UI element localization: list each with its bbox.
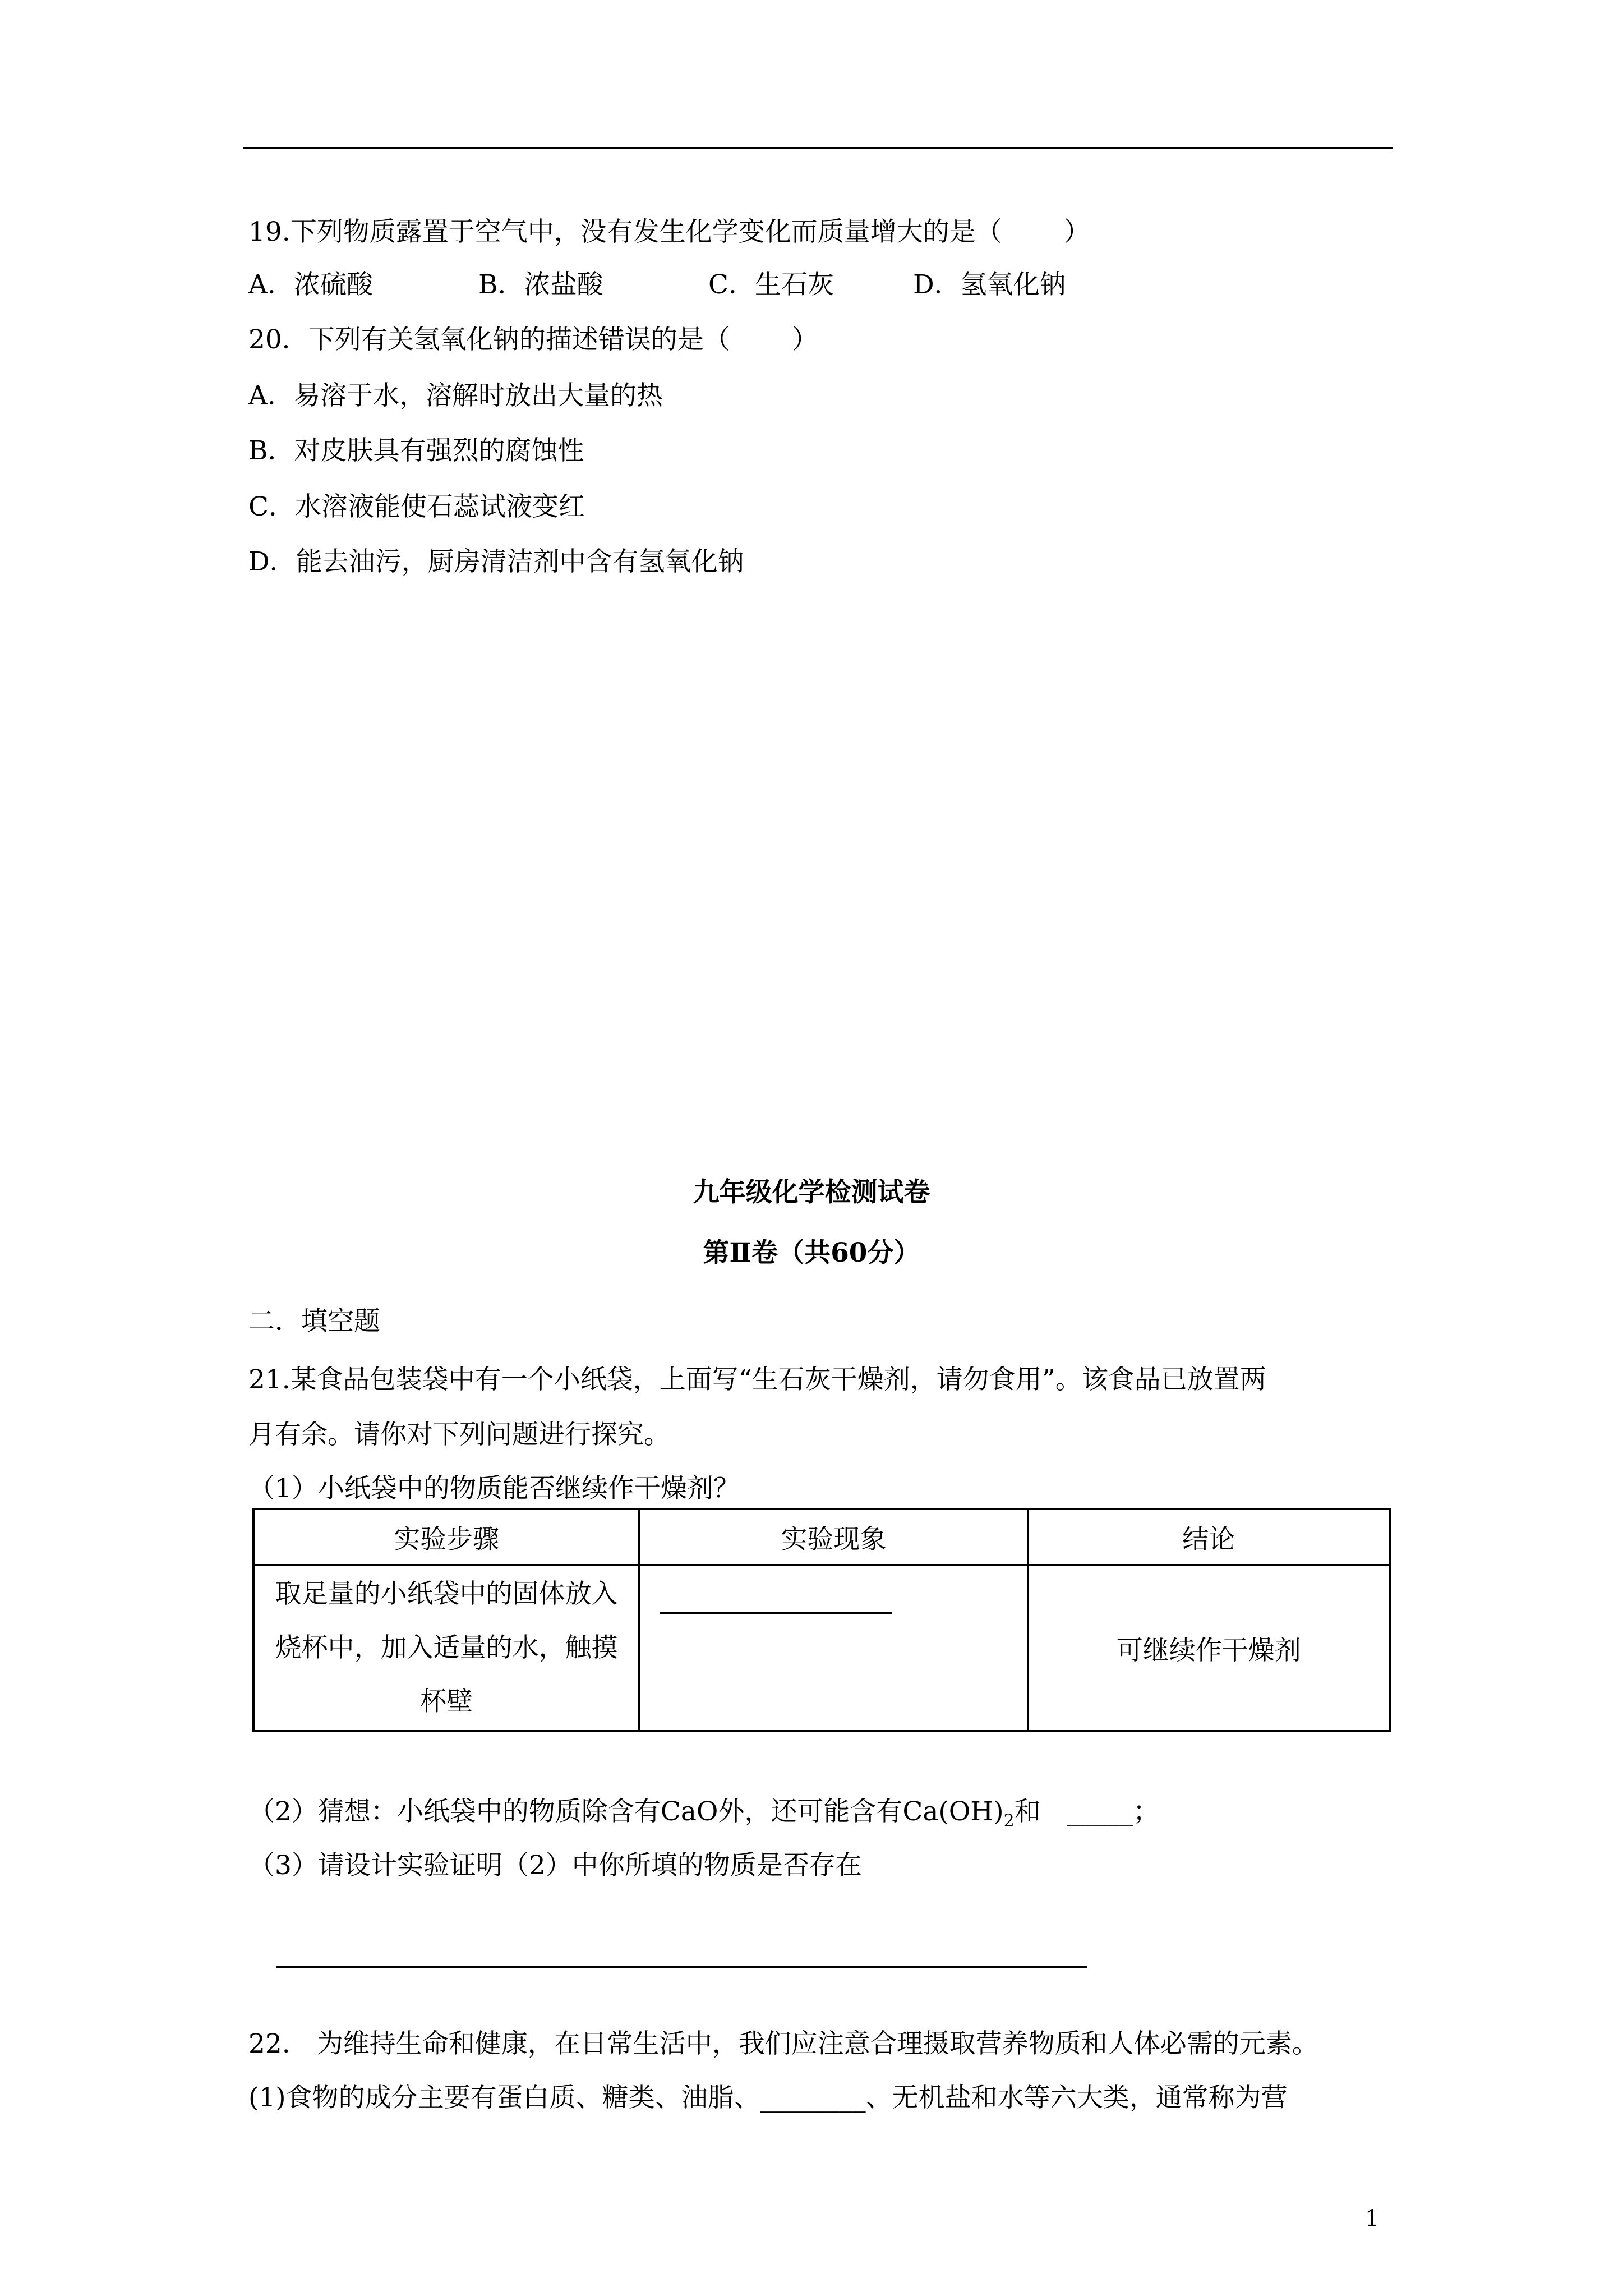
q19-option-a: A．浓硫酸: [248, 269, 373, 300]
q21-sub1: （1）小纸袋中的物质能否继续作干燥剂？: [248, 1473, 740, 1504]
phenomenon-answer-line[interactable]: [660, 1612, 892, 1614]
q20-stem: [248, 323, 818, 357]
q21-sub2-subscript: 2: [1003, 1811, 1015, 1831]
q19-stem-text: 19.下列物质露置于空气中，没有发生化学变化而质量增大的是（: [248, 217, 1002, 247]
header-rule: [243, 147, 1393, 149]
q19-option-b: B．浓盐酸: [478, 269, 603, 300]
steps-line-2: 烧杯中，加入适量的水，触摸: [275, 1632, 618, 1663]
experiment-table: [252, 1508, 1391, 1732]
q20-option-a: A．易溶于水，溶解时放出大量的热: [248, 380, 663, 411]
q21-sub3: （3）请设计实验证明（2）中你所填的物质是否存在: [248, 1850, 862, 1881]
cell-conclusion: 可继续作干燥剂: [1028, 1565, 1390, 1731]
q21-sub2-suffix: 和 _____；: [1014, 1796, 1160, 1827]
cell-phenomenon[interactable]: [639, 1565, 1027, 1731]
page-number: 1: [1365, 2206, 1380, 2231]
q20-stem-text: 20．下列有关氢氧化钠的描述错误的是（: [248, 324, 730, 355]
q21-stem-line2: 月有余。请你对下列问题进行探究。: [248, 1419, 670, 1450]
q19-stem-close: ）: [1063, 217, 1090, 247]
q19-option-c: C．生石灰: [708, 269, 834, 300]
q20-option-d: D．能去油污，厨房清洁剂中含有氢氧化钠: [248, 546, 744, 577]
cell-steps: [253, 1565, 639, 1731]
q21-sub2: [248, 1795, 1159, 1838]
part-title: 第Ⅱ卷（共60分）: [703, 1237, 920, 1268]
header-phenomenon: 实验现象: [639, 1509, 1027, 1565]
steps-line-1: 取足量的小纸袋中的固体放入: [275, 1579, 618, 1609]
table-row: [253, 1565, 1390, 1731]
exam-title: 九年级化学检测试卷: [693, 1177, 930, 1208]
q22-sub1: (1)食物的成分主要有蛋白质、糖类、油脂、________、无机盐和水等六大类，通常称为营: [248, 2082, 1288, 2113]
steps-line-3: 杯壁: [420, 1686, 473, 1717]
q19-stem: [248, 215, 1090, 249]
header-steps: 实验步骤: [253, 1509, 639, 1565]
q22-stem: 22. 为维持生命和健康，在日常生活中，我们应注意合理摄取营养物质和人体必需的元素。: [248, 2028, 1318, 2059]
q21-sub3-answer-line[interactable]: [276, 1966, 1087, 1968]
table-header-row: [253, 1509, 1390, 1565]
header-conclusion: 结论: [1028, 1509, 1390, 1565]
q21-sub2-prefix: （2）猜想：小纸袋中的物质除含有CaO外，还可能含有Ca(OH): [248, 1796, 1004, 1827]
section-heading: 二．填空题: [248, 1306, 380, 1337]
q19-option-d: D．氢氧化钠: [913, 269, 1066, 300]
q20-option-b: B．对皮肤具有强烈的腐蚀性: [248, 435, 584, 466]
q20-stem-close: ）: [791, 324, 818, 355]
q21-stem-line1: 21.某食品包装袋中有一个小纸袋，上面写“生石灰干燥剂，请勿食用”。该食品已放置两: [248, 1364, 1266, 1395]
q20-option-c: C．水溶液能使石蕊试液变红: [248, 491, 585, 522]
